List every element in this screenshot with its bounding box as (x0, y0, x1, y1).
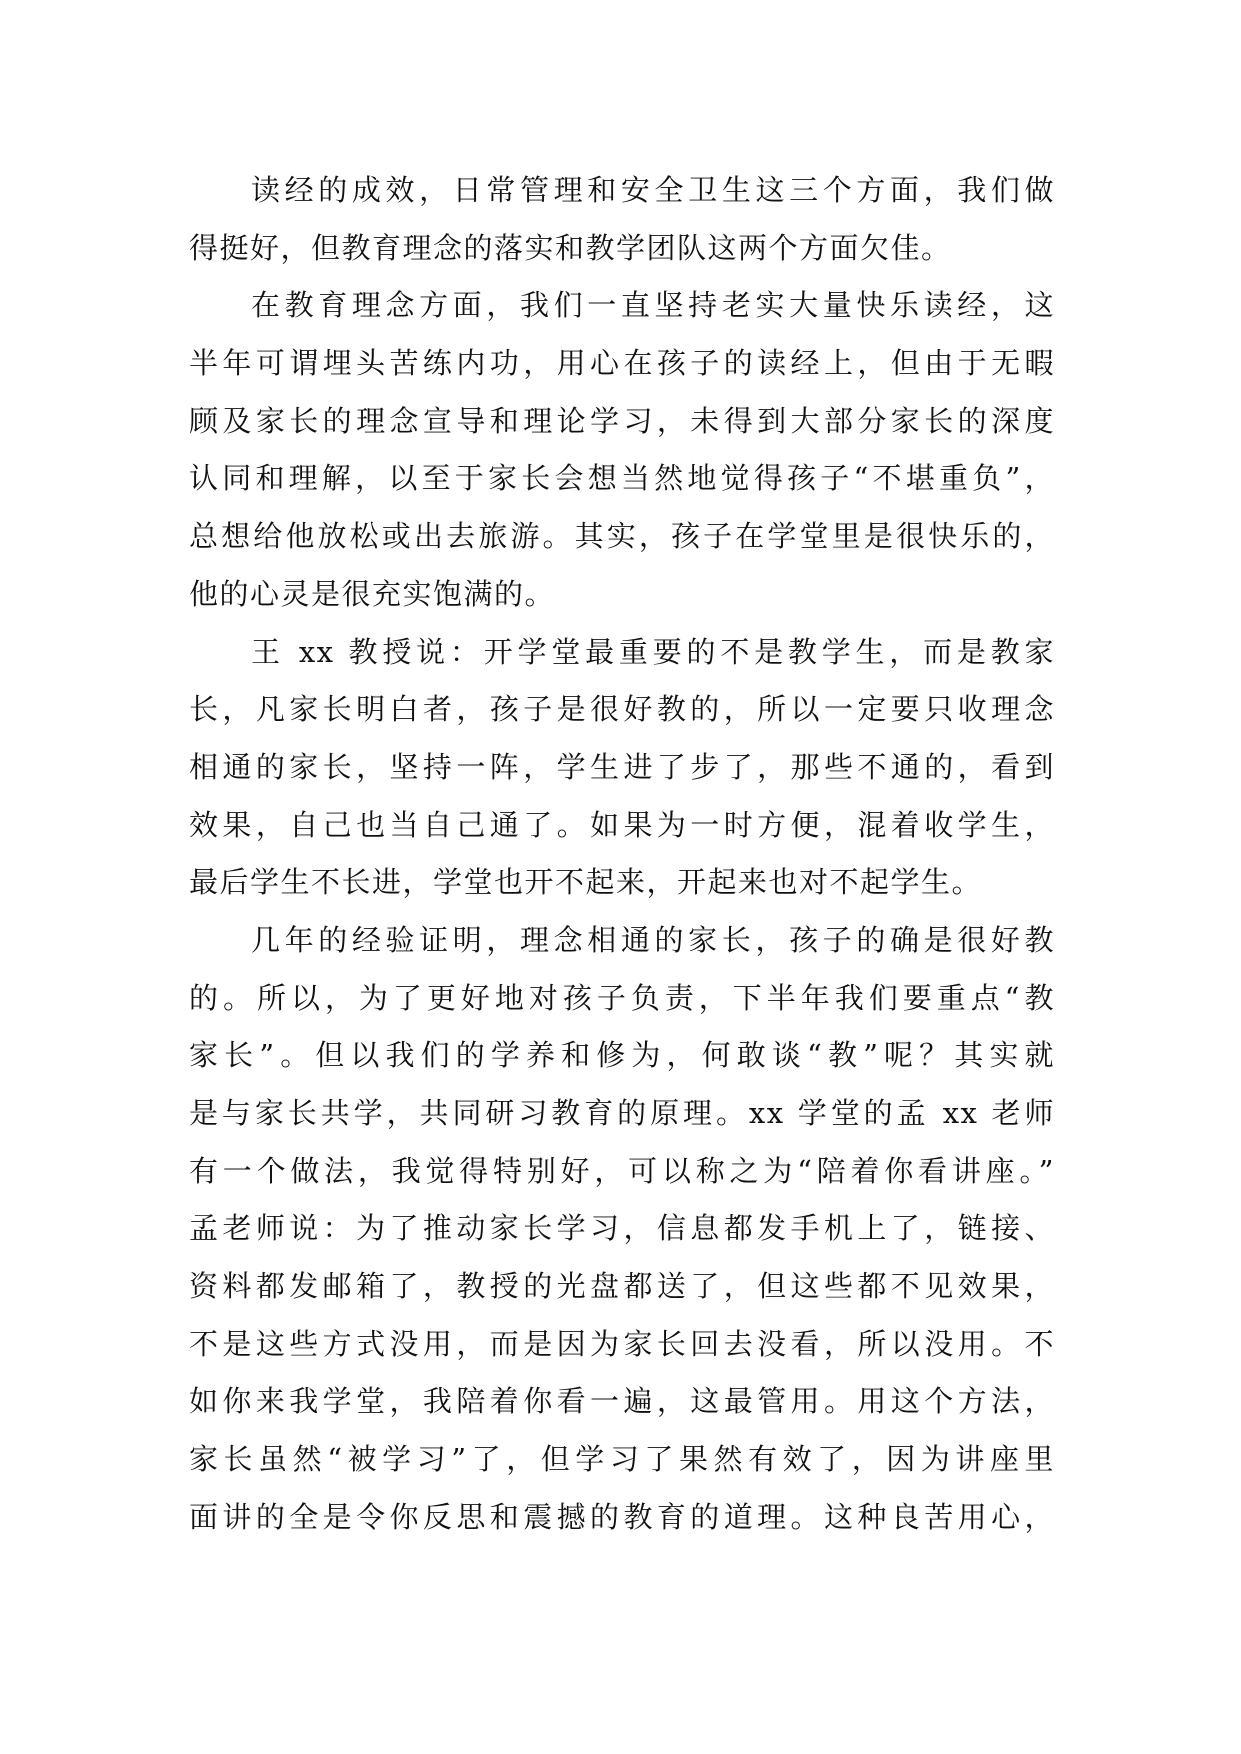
text-line: 效果，自己也当自己通了。如果为一时方便，混着收学生， (189, 807, 1055, 842)
document-body (189, 162, 1055, 1547)
text-line: 半年可谓埋头苦练内功，用心在孩子的读经上，但由于无暇 (189, 346, 1055, 381)
text-line: 面讲的全是令你反思和震撼的教育的道理。这种良苦用心， (189, 1499, 1055, 1534)
text-line: 最后学生不长进，学堂也开不起来，开起来也对不起学生。 (189, 865, 983, 900)
text-line: 不是这些方式没用，而是因为家长回去没看，所以没用。不 (189, 1326, 1055, 1361)
text-line: 家长虽然“被学习”了，但学习了果然有效了，因为讲座里 (189, 1442, 1055, 1477)
text-line: 家长”。但以我们的学养和修为，何敢谈“教”呢？其实就 (189, 1038, 1055, 1073)
paragraph-first-line: 在教育理念方面，我们一直坚持老实大量快乐读经，这 (251, 288, 1055, 323)
text-line: 得挺好，但教育理念的落实和教学团队这两个方面欠佳。 (189, 230, 952, 265)
text-line: 如你来我学堂，我陪着你看一遍，这最管用。用这个方法， (189, 1384, 1055, 1419)
text-line: 有一个做法，我觉得特别好，可以称之为“陪着你看讲座。” (189, 1153, 1055, 1188)
paragraph-first-line: 几年的经验证明，理念相通的家长，孩子的确是很好教 (251, 922, 1055, 957)
text-line: 是与家长共学，共同研习教育的原理。xx 学堂的孟 xx 老师 (189, 1096, 1055, 1130)
text-line: 顾及家长的理念宣导和理论学习，未得到大部分家长的深度 (189, 403, 1055, 438)
text-line: 相通的家长，坚持一阵，学生进了步了，那些不通的，看到 (189, 749, 1055, 784)
paragraph-first-line: 王 xx 教授说：开学堂最重要的不是教学生，而是教家 (251, 634, 1055, 669)
paragraph-first-line: 读经的成效，日常管理和安全卫生这三个方面，我们做 (251, 173, 1055, 207)
text-line: 的。所以，为了更好地对孩子负责，下半年我们要重点“教 (189, 980, 1055, 1015)
text-line: 认同和理解，以至于家长会想当然地觉得孩子“不堪重负”， (189, 461, 1055, 496)
text-line: 长，凡家长明白者，孩子是很好教的，所以一定要只收理念 (189, 692, 1055, 727)
text-line: 总想给他放松或出去旅游。其实，孩子在学堂里是很快乐的， (189, 519, 1055, 554)
text-line: 孟老师说：为了推动家长学习，信息都发手机上了，链接、 (189, 1211, 1055, 1246)
text-line: 他的心灵是很充实饱满的。 (189, 576, 556, 611)
text-line: 资料都发邮箱了，教授的光盘都送了，但这些都不见效果， (189, 1269, 1055, 1304)
